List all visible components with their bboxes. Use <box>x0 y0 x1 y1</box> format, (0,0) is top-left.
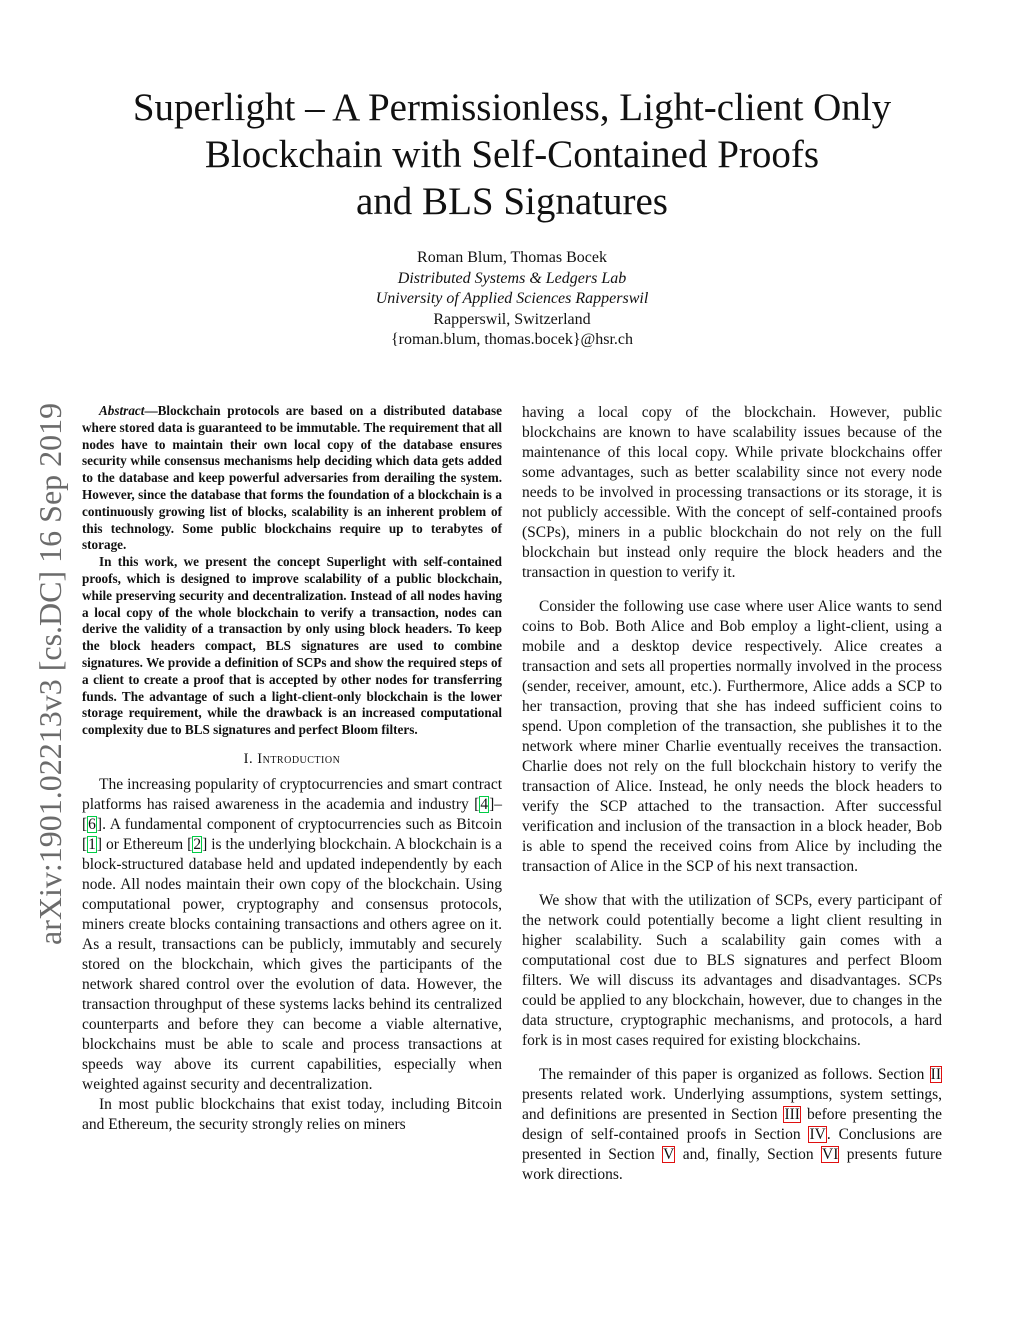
affiliation-lab: Distributed Systems & Ledgers Lab <box>397 269 627 287</box>
section-link-VI[interactable]: VI <box>822 1146 839 1163</box>
abstract <box>82 403 502 739</box>
abstract-label: Abstract <box>99 403 145 418</box>
affiliation-university: University of Applied Sciences Rapperswil <box>375 290 649 307</box>
intro-paragraph-5: We show that with the utilization of SCPs, every participant of the network could potentially become a light client resulting in higher scalability. Such a scalability gain comes with a computational cost due to BLS signatures and perfect Bloom filters. We will discuss its advantages and disadvantages. SCPs could be applied to any blockchain, however, due to changes in the data structure, cryptographic mechanisms, and protocols, a hard fork is in most cases required for existing blockchains. <box>522 892 942 1049</box>
author-emails: {roman.blum, thomas.bocek}@hsr.ch <box>390 331 634 348</box>
title-line-1: Superlight – A Permissionless, Light-client Only <box>132 86 892 129</box>
section-numeral: I. <box>243 750 254 767</box>
author-location: Rapperswil, Switzerland <box>433 310 591 328</box>
author-names: Roman Blum, Thomas Bocek <box>417 249 607 266</box>
arxiv-identifier: arXiv:1901.02213v3 [cs.DC] 16 Sep 2019 <box>32 402 68 945</box>
intro-paragraph-1: The increasing popularity of cryptocurrencies and smart contract platforms has raised awareness in the academia and industry [4]–[6]. A fundamental component of cryptocurrencies such as Bitcoin [1] or Ethereum [2] is the underlying blockchain. A blockchain is a block-structured database held and updated independently by each node. All nodes maintain their own copy of the blockchain. Using computational power, cryptography and consensus protocols, miners create blocks containing transactions and others agree on it. As a result, transactions can be publicly, immutably and securely stored on the blockchain, which gives the participants of the network shared control over the evolution of data. However, the transaction throughput of these systems lacks behind its centralized counterparts and before they can become a viable alternative, blockchains must be able to scale and process transactions at speeds way above its current capabilities, especially when weighted against security and decentralization. <box>82 775 502 1093</box>
citation-link-1[interactable]: 1 <box>88 835 96 853</box>
intro-paragraph-2: In most public blockchains that exist today, including Bitcoin and Ethereum, the security strongly relies on miners <box>82 1095 502 1133</box>
abstract-paragraph-1 <box>82 403 502 554</box>
abstract-paragraph-2: In this work, we present the concept Superlight with self-contained proofs, which is designed to improve scalability of a public blockchain, while preserving security and decentralization. Instead of all nodes having a local copy of the whole blockchain to verify a transaction, nodes can derive the validity of a transaction by only using block headers. To keep the block headers compact, BLS signatures are used to combine signatures. We provide a definition of SCPs and show the required steps of a client to create a proof that is accepted by other nodes for transferring funds. The advantage of such a light-client-only blockchain is the lower storage requirement, while the drawback is an increased computational complexity due to BLS signatures and perfect Bloom filters. <box>82 554 502 738</box>
right-column <box>522 403 942 1185</box>
section-link-III[interactable]: III <box>784 1106 800 1123</box>
section-link-IV[interactable]: IV <box>809 1126 826 1143</box>
paper-title <box>60 84 964 225</box>
section-heading-introduction <box>82 749 502 769</box>
left-column <box>82 403 502 1135</box>
section-link-V[interactable]: V <box>663 1146 675 1163</box>
citation-link-4[interactable]: 4 <box>480 795 489 813</box>
section-title: Introduction <box>257 750 341 767</box>
title-line-2: Blockchain with Self-Contained Proofs <box>204 133 820 176</box>
author-block <box>212 248 812 351</box>
abstract-text-1: —Blockchain protocols are based on a distributed database where stored data is guaranteed to be immutable. The requirement that all nodes have to maintain their own local copy of the database ensures security while consensus mechanisms help deciding which data gets added to the database and keep powerful adversaries from derailing the system. However, since the database that forms the foundation of a blockchain is a continuously growing list of blocks, scalability is an inherent problem of this technology. Some public blockchains require up to terabytes of storage. <box>82 403 502 553</box>
section-link-II[interactable]: II <box>930 1066 941 1083</box>
intro-paragraph-4: Consider the following use case where user Alice wants to send coins to Bob. Both Alice and Bob employ a light-client, using a mobile and a desktop device respectively. Alice creates a transaction and sets all properties normally involved in the process (sender, receiver, amount, etc.). Furthermore, Alice adds a SCP to her transaction, proving that she has indeed sufficient coins to spend. Upon completion of the transaction, she publishes it to the network where miner Charlie eventually receives the transaction. Charlie does not rely on the full blockchain history to verify the transaction of Alice. Instead, he only needs the block headers to verify the SCP attached to the transaction. After successful verification and inclusion of the transaction in a block header, Bob is able to spend the received coins from Alice by including the transaction of Alice in the SCP of his next transaction. <box>522 598 942 875</box>
citation-link-2[interactable]: 2 <box>193 835 202 853</box>
citation-link-6[interactable]: 6 <box>88 815 96 833</box>
title-line-3: and BLS Signatures <box>356 180 668 223</box>
intro-paragraph-6: The remainder of this paper is organized as follows. Section II presents related work. Underlying assumptions, system settings, and definitions are presented in Section III before presenting the design of self-contained proofs in Section IV. Conclusions are presented in Section V and, finally, Section VI presents future work directions. <box>522 1066 942 1183</box>
intro-paragraph-3: having a local copy of the blockchain. However, public blockchains are known to have scalability issues because of the maintenance of this local copy. While private blockchains offer some advantages, such as better scalability since not every node needs to be involved in processing transactions or its storage, it is not publicly accessible. With the concept of self-contained proofs (SCPs), miners in a public blockchain do not rely on the full blockchain but instead only require the block headers and the transaction in question to verify it. <box>522 404 942 581</box>
